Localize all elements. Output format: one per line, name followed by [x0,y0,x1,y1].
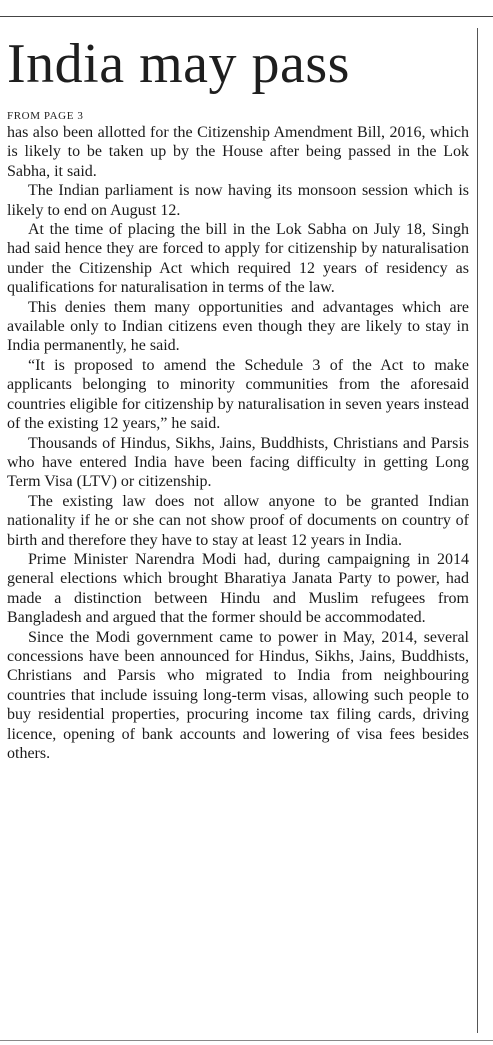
article-paragraph: The Indian parliament is now having its monsoon session which is likely to end on August 12. [7,182,469,219]
bottom-rule [0,1040,493,1041]
article-paragraph: This denies them many opportunities and advantages which are available only to Indian citizens even though they are likely to stay in India permanently, he said. [7,298,469,355]
article-paragraph: Since the Modi government came to power in May, 2014, several concessions have been announced for Hindus, Sikhs, Jains, Buddhists, Christians and Parsis who migrated to India from neighbouring countries that include issuing long-term visas, allowing such people to buy residential properties, procuring income tax filing cards, driving licence, opening of bank accounts and lowering of visa fees besides others. [7,628,469,762]
article-body [7,123,469,763]
continuation-label: FROM PAGE 3 [7,110,84,122]
article-paragraph: has also been allotted for the Citizenship Amendment Bill, 2016, which is likely to be taken up by the House after being passed in the Lok Sabha, it said. [7,124,469,180]
article-paragraph: The existing law does not allow anyone to be granted Indian nationality if he or she can not show proof of documents on country of birth and therefore they have to stay at least 12 years in India. [7,492,469,549]
article [7,30,469,763]
article-paragraph: At the time of placing the bill in the Lok Sabha on July 18, Singh had said hence they are forced to apply for citizenship by naturalisation under the Citizenship Act which required 12 years of residency as qualifications for naturalisation in terms of the law. [7,221,469,297]
column-divider [477,28,478,1033]
headline: India may pass [7,33,350,95]
top-rule [0,16,493,17]
article-paragraph: Prime Minister Narendra Modi had, during campaigning in 2014 general elections which brought Bharatiya Janata Party to power, had made a distinction between Hindu and Muslim refugees from Bangladesh and argued that the former should be accommodated. [7,550,469,627]
article-paragraph: “It is proposed to amend the Schedule 3 of the Act to make applicants belonging to minority communities from the aforesaid countries eligible for citizenship by naturalisation in seven years instead of the existing 12 years,” he said. [7,356,469,433]
article-paragraph: Thousands of Hindus, Sikhs, Jains, Buddhists, Christians and Parsis who have entered India have been facing difficulty in getting Long Term Visa (LTV) or citizenship. [7,434,469,491]
